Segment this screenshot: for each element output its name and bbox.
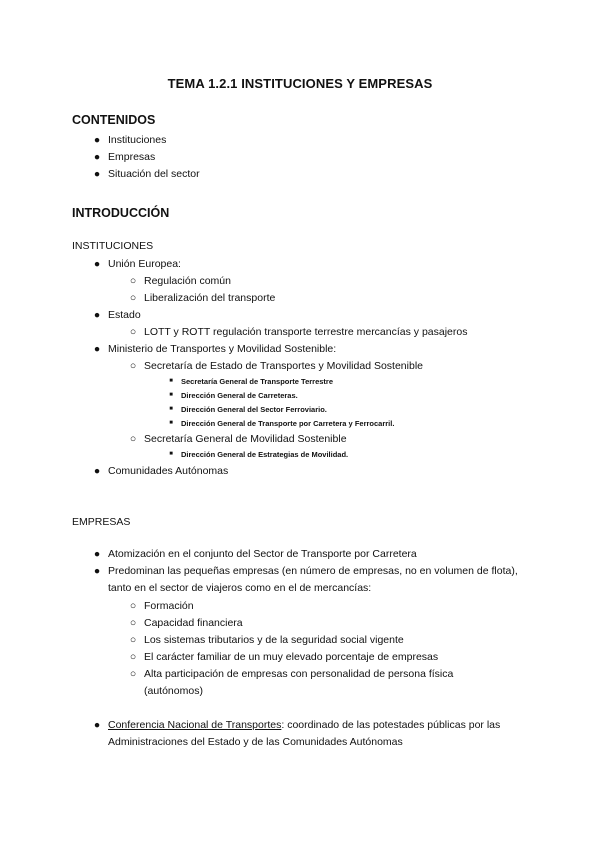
list-item: ■ Dirección General de Transporte por Carretera y Ferrocarril. <box>169 419 395 428</box>
list-item-secretaria-estado: ○ Secretaría de Estado de Transportes y Movilidad Sostenible <box>129 360 423 372</box>
contenidos-item: ● Instituciones <box>93 134 167 146</box>
list-item: ○ Capacidad financiera <box>129 617 243 629</box>
list-item: ○ Formación <box>129 600 194 612</box>
list-item: ■ Secretaría General de Transporte Terrestre <box>169 377 334 386</box>
list-item-conferencia: ● Conferencia Nacional de Transportes: coordinado de las potestades públicas por las Administraciones del Estado y de las Comunidades Autónomas <box>93 719 501 748</box>
list-item: ■ Dirección General del Sector Ferroviario. <box>169 405 327 414</box>
list-item-ue: ● Unión Europea: <box>93 258 181 270</box>
list-item: ○ Regulación común <box>129 275 231 287</box>
list-item: ■ Dirección General de Carreteras. <box>169 391 298 400</box>
empresas-heading: EMPRESAS <box>72 516 131 528</box>
contenidos-heading: CONTENIDOS <box>72 113 156 127</box>
introduccion-heading: INTRODUCCIÓN <box>72 206 170 220</box>
contenidos-item: ● Empresas <box>93 151 156 163</box>
list-item-secretaria-general: ○ Secretaría General de Movilidad Sostenible <box>129 433 347 445</box>
instituciones-heading: INSTITUCIONES <box>72 240 154 252</box>
list-item: ○ Alta participación de empresas con personalidad de persona física (autónomos) <box>129 668 454 697</box>
list-item: ○ Los sistemas tributarios y de la seguridad social vigente <box>129 634 404 646</box>
list-item: ● Predominan las pequeñas empresas (en número de empresas, no en volumen de flota), tanto en el sector de viajeros como en el de mercancías: <box>93 565 518 594</box>
list-item: ○ El carácter familiar de un muy elevado porcentaje de empresas <box>129 651 439 663</box>
list-item-estado: ● Estado <box>93 309 141 321</box>
list-item-ministerio: ● Ministerio de Transportes y Movilidad Sostenible: <box>93 343 337 355</box>
list-item: ● Atomización en el conjunto del Sector de Transporte por Carretera <box>93 548 417 560</box>
list-item: ■ Dirección General de Estrategias de Movilidad. <box>169 450 349 459</box>
list-item-ccaa: ● Comunidades Autónomas <box>93 465 229 477</box>
list-item: ○ LOTT y ROTT regulación transporte terrestre mercancías y pasajeros <box>129 326 468 338</box>
page-title: TEMA 1.2.1 INSTITUCIONES Y EMPRESAS <box>167 76 433 91</box>
conferencia-link[interactable]: Conferencia Nacional de Transportes <box>108 719 282 731</box>
contenidos-item: ● Situación del sector <box>93 168 200 180</box>
list-item: ○ Liberalización del transporte <box>129 292 276 304</box>
